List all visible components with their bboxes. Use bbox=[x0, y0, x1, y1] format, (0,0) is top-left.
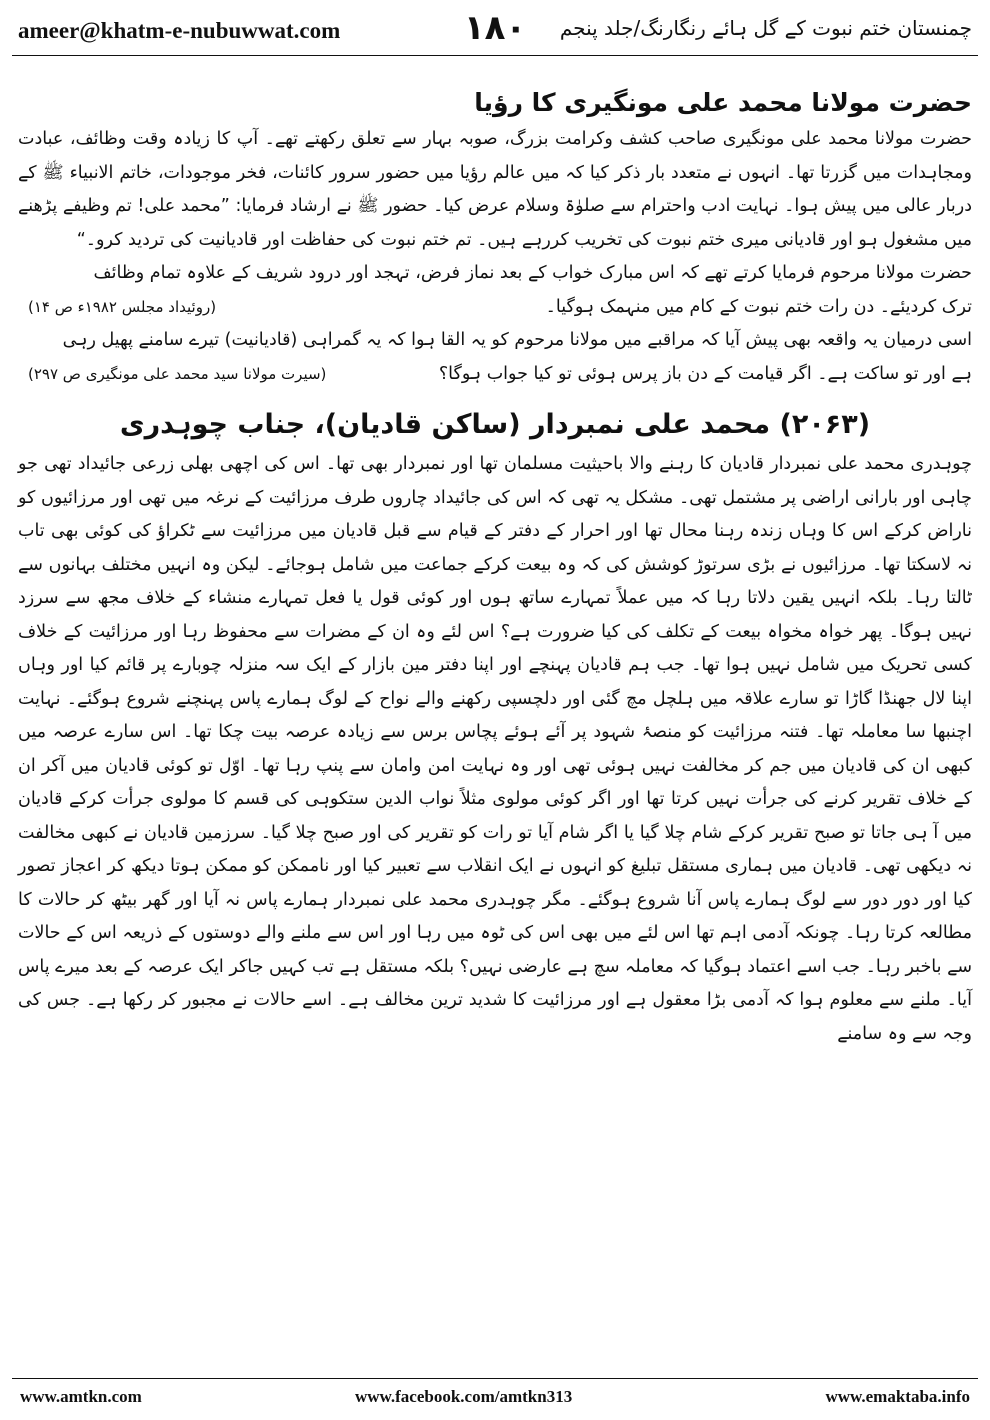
paragraph: چوہدری محمد علی نمبردار قادیان کا رہنے والا باحیثیت مسلمان تھا اور نمبردار بھی تھا۔ اس کی اچھی بھلی زرعی جائیداد تھی جو چاہی اور بارانی اراضی پر مشتمل تھی۔ مشکل یہ تھی کہ اس کی جائیداد چاروں طرف مرزائیت کے نرغہ میں تھی اور مرزائیوں کو ناراض کرکے اس کا وہاں زندہ رہنا محال تھا اور احرار کے دفتر کے قیام سے قبل قادیان میں مرزائیت سے ٹکراؤ کی کوئی بھی تاب نہ لاسکتا تھا۔ مرزائیوں نے بڑی سرتوڑ کوشش کی کہ وہ بیعت کرکے جماعت میں شامل ہوجائے۔ لیکن وہ انہیں مختلف بہانوں سے ٹالتا رہا۔ بلکہ انہیں یقین دلاتا رہا کہ میں عملاً تمہارے ساتھ ہوں اور کوئی قول یا فعل تمہارے منشاء کے خلاف مجھ سے سرزد نہیں ہوگا۔ پھر خواہ مخواہ بیعت کے تکلف کی کیا ضرورت ہے؟ اس لئے وہ ان کے مضرات سے محفوظ رہا اور مرزائیت کے خلاف کسی تحریک میں شامل نہیں ہوا تھا۔ جب ہم قادیان پہنچے اور اپنا دفتر مین بازار کے ایک سہ منزلہ چوبارے پر قائم کیا اور وہاں اپنا لال جھنڈا گاڑا تو سارے علاقہ میں ہلچل مچ گئی اور دلچسپی رکھنے والے نواح کے لوگ ہمارے پاس پہنچنے شروع ہوگئے۔ نہایت اچنبھا سا معاملہ تھا۔ فتنہ مرزائیت کو منصۂ شہود پر آئے ہوئے پچاس برس سے زیادہ عرصہ بیت چکا تھا۔ اس سارے عرصہ میں کبھی ان کی قادیان میں جم کر مخالفت نہیں ہوئی تھی اور وہ نہایت امن وامان سے پنپ رہا تھا۔ اوّل تو کوئی قادیان میں آکر ان کے خلاف تقریر کرنے کی جرأت نہیں کرتا تھا اور اگر کوئی مولوی مثلاً نواب الدین ستکوہی کی قسم کا مولوی جرأت کرکے قادیان میں آ ہی جاتا تو صبح تقریر کرکے شام چلا گیا یا اگر شام آیا تو رات کو تقریر کی اور صبح چلا گیا۔ سرزمین قادیان نے کبھی مخالفت نہ دیکھی تھی۔ قادیان میں ہماری مستقل تبلیغ کو انہوں نے ایک انقلاب سے تعبیر کیا اور ناممکن کو ممکن ہوتا دیکھ کر اعجاز تصور کیا اور دور دور سے لوگ ہمارے پاس آنا شروع ہوگئے۔ مگر چوہدری محمد علی نمبردار ہمارے پاس نہ آیا اور گھر بیٹھ کر حالات کا مطالعہ کرتا رہا۔ چونکہ آدمی اہم تھا اس لئے میں بھی اس کی ٹوہ میں رہا اور اس سے ملنے والے دوستوں کے ذریعہ اس کے حالات سے باخبر رہا۔ جب اسے اعتماد ہوگیا کہ معاملہ سچ ہے عارضی نہیں؟ بلکہ مستقل ہے تب کہیں جاکر ایک عرصہ کے بعد میرے پاس آیا۔ ملنے سے معلوم ہوا کہ آدمی بڑا معقول ہے اور مرزائیت کا شدید ترین مخالف ہے۔ اسے حالات نے مجبور کر رکھا ہے۔ جس کی وجہ سے وہ سامنے bbox=[18, 454, 973, 1044]
page-header bbox=[0, 0, 990, 58]
footer-divider bbox=[12, 1378, 978, 1379]
footer-link-facebook[interactable]: www.facebook.com/amtkn313 bbox=[355, 1387, 573, 1406]
citation: (روئیداد مجلس ۱۹۸۲ء ص ۱۴) bbox=[28, 297, 217, 316]
header-email: ameer@khatm-e-nubuwwat.com bbox=[18, 18, 341, 43]
paragraph: حضرت مولانا مرحوم فرمایا کرتے تھے کہ اس مبارک خواب کے بعد نماز فرض، تہجد اور درود شریف کے علاوہ تمام وظائف bbox=[93, 263, 972, 283]
entry-heading: (۲۰۶۳) محمد علی نمبردار (ساکن قادیان)، جناب چوہدری bbox=[119, 409, 871, 440]
paragraph-end: ترک کردیئے۔ دن رات ختم نبوت کے کام میں منہمک ہوگیا۔ bbox=[545, 296, 972, 317]
header-divider bbox=[12, 55, 978, 56]
footer-link-emaktaba[interactable]: www.emaktaba.info bbox=[825, 1387, 970, 1406]
paragraph-end: ہے اور تو ساکت ہے۔ اگر قیامت کے دن باز پرس ہوئی تو کیا جواب ہوگا؟ bbox=[438, 363, 972, 384]
page-footer bbox=[0, 1385, 990, 1415]
book-title: چمنستان ختم نبوت کے گل ہائے رنگارنگ/جلد پنجم bbox=[559, 16, 972, 40]
citation: (سیرت مولانا سید محمد علی مونگیری ص ۲۹۷) bbox=[28, 364, 327, 383]
paragraph-line-with-citation bbox=[18, 291, 972, 325]
page-number: ۱۸۰ bbox=[463, 8, 527, 48]
paragraph-line-with-citation bbox=[18, 358, 972, 392]
footer-link-amtkn[interactable]: www.amtkn.com bbox=[20, 1387, 142, 1406]
page-body bbox=[18, 70, 972, 1370]
paragraph: اسی درمیان یہ واقعہ بھی پیش آیا کہ مراقبے میں مولانا مرحوم کو یہ القا ہوا کہ یہ گمراہی (قادیانیت) تیرے سامنے پھیل رہی bbox=[62, 330, 972, 350]
section-heading: حضرت مولانا محمد علی مونگیری کا رؤیا bbox=[474, 88, 972, 117]
paragraph: حضرت مولانا محمد علی مونگیری صاحب کشف وکرامت بزرگ، صوبہ بہار سے تعلق رکھتے تھے۔ آپ کا زیادہ وقت وظائف، عبادت ومجاہدات میں گزرتا تھا۔ انہوں نے متعدد بار ذکر کیا کہ میں عالم رؤیا میں حضور سرور کائنات، فخر موجودات، خاتم الانبیاء ﷺ کے دربار عالی میں پیش ہوا۔ نہایت ادب واحترام سے صلوٰۃ وسلام عرض کیا۔ حضور ﷺ نے ارشاد فرمایا: ”محمد علی! تم وظیفے پڑھنے میں مشغول ہو اور قادیانی میری ختم نبوت کی تخریب کررہے ہیں۔ تم ختم نبوت کی حفاظت اور قادیانیت کی تردید کرو۔“ bbox=[18, 129, 972, 250]
